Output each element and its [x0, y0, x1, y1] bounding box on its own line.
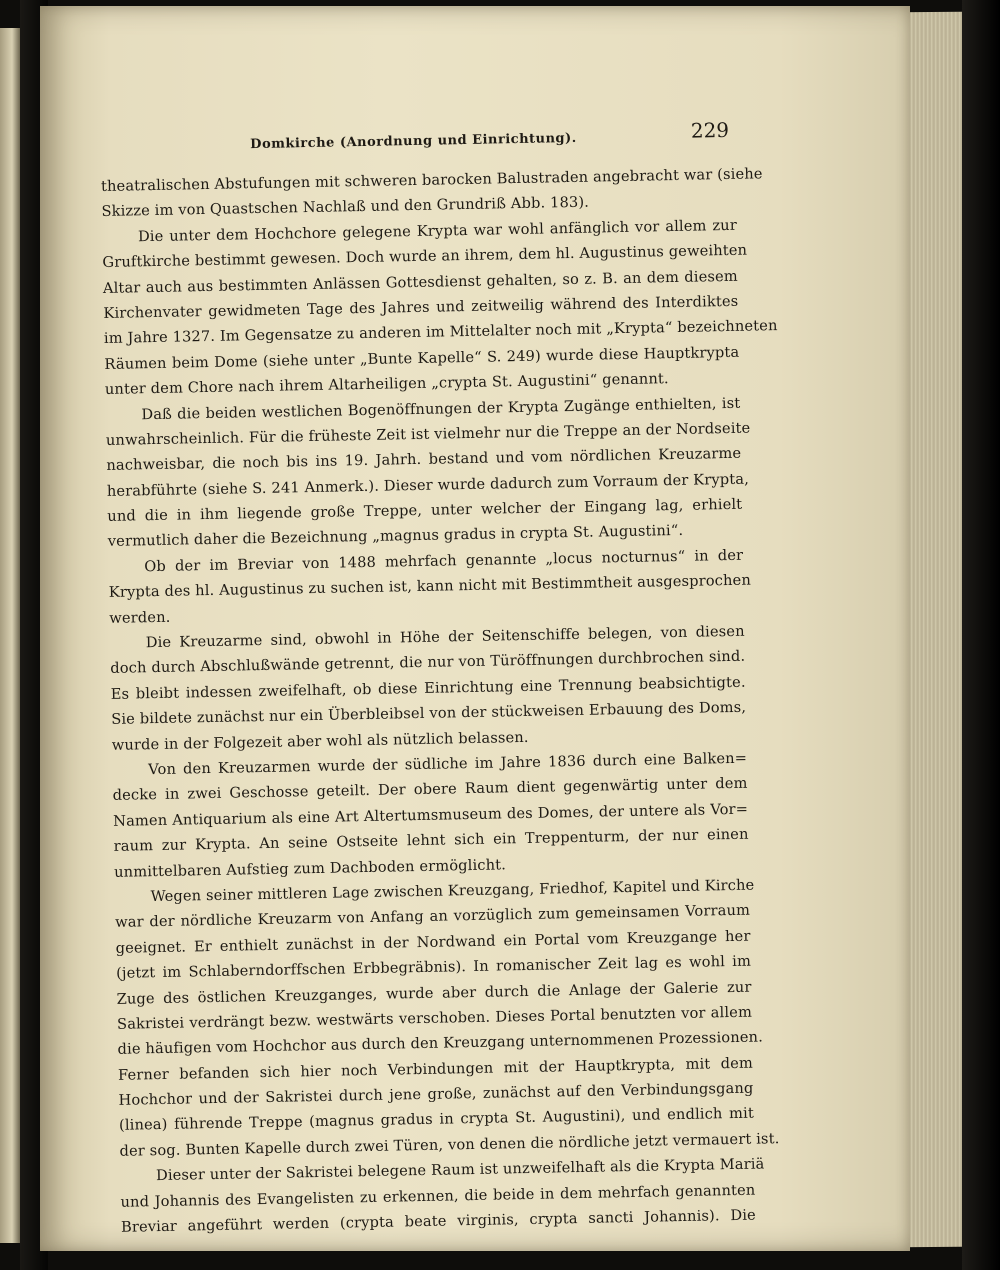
text-line: Ob der im Breviar von 1488 mehrfach genannte „locus nocturnus“ in der: [144, 546, 744, 576]
text-line: Krypta des hl. Augustinus zu suchen ist, kann nicht mit Bestimmtheit ausgesprochen: [108, 571, 752, 602]
text-line: decke in zwei Geschosse geteilt. Der obere Raum dient gegenwärtig unter dem: [112, 775, 748, 805]
text-line: doch durch Abschlußwände getrennt, die nur von Türöffnungen durchbrochen sind.: [110, 648, 746, 678]
text-line: nachweisbar, die noch bis ins 19. Jahrh. bestand und vom nördlichen Kreuzarme: [106, 445, 742, 475]
book-cover: [962, 0, 1000, 1270]
text-line: und Johannis des Evangelisten zu erkennen, die beide in dem mehrfach genannten: [120, 1181, 756, 1211]
text-line: Gruftkirche bestimmt gewesen. Doch wurde an ihrem, dem hl. Augustinus geweihten: [102, 241, 748, 272]
text-line: Sakristei verdrängt bezw. westwärts verschoben. Dieses Portal benutzten vor allem: [116, 1003, 753, 1033]
text-line: im Jahre 1327. Im Gegensatze zu anderen im Mittelalter noch mit „Krypta“ bezeichneten: [103, 317, 778, 348]
text-line: die häufigen vom Hochchor aus durch den Kreuzgang unternommenen Prozessionen.: [117, 1028, 764, 1059]
text-line: geeignet. Er enthielt zunächst in der Nordwand ein Portal vom Kreuzgange her: [115, 927, 751, 957]
body-text: [100, 162, 780, 1240]
text-line: werden.: [109, 608, 171, 627]
text-line: (linea) führende Treppe (magnus gradus in crypta St. Augustini), und endlich mit: [118, 1105, 755, 1135]
text-line: Ferner befanden sich hier noch Verbindungen mit der Hauptkrypta, mit dem: [117, 1054, 754, 1084]
text-line: wurde in der Folgezeit aber wohl als nützlich belassen.: [111, 728, 529, 754]
text-line: Skizze im von Quastschen Nachlaß und den Grundriß Abb. 183).: [101, 194, 590, 221]
text-line: Namen Antiquarium als eine Art Altertumsmuseum des Domes, der untere als Vor=: [113, 800, 749, 830]
text-line: herabführte (siehe S. 241 Anmerk.). Dieser wurde dadurch zum Vorraum der Krypta,: [106, 470, 750, 500]
running-head-title: Domkirche (Anordnung und Einrichtung).: [250, 130, 577, 153]
text-line: Sie bildete zunächst nur ein Überbleibsel von der stückweisen Erbauung des Doms,: [111, 698, 747, 729]
text-line: unmittelbaren Aufstieg zum Dachboden ermöglicht.: [114, 855, 507, 881]
text-line: Dieser unter der Sakristei belegene Raum ist unzweifelhaft als die Krypta Mariä: [155, 1155, 765, 1185]
text-line: der sog. Bunten Kapelle durch zwei Türen, von denen die nördliche jetzt vermauert ist.: [119, 1129, 780, 1160]
text-line: Zuge des östlichen Kreuzganges, wurde aber durch die Anlage der Galerie zur: [116, 978, 752, 1008]
text-line: unwahrscheinlich. Für die früheste Zeit ist vielmehr nur die Treppe an der Nordseite: [105, 419, 751, 449]
text-line: Räumen beim Dome (siehe unter „Bunte Kapelle“ S. 249) wurde diese Hauptkrypta: [104, 343, 740, 373]
text-line: Die Kreuzarme sind, obwohl in Höhe der Seitenschiffe belegen, von diesen: [145, 622, 745, 652]
text-line: Breviar angeführt werden (crypta beate virginis, crypta sancti Johannis). Die: [120, 1206, 757, 1236]
page-number: 229: [690, 117, 730, 143]
text-line: Es bleibt indessen zweifelhaft, ob diese Einrichtung eine Trennung beabsichtigte.: [110, 673, 746, 703]
text-line: war der nördliche Kreuzarm von Anfang an vorzüglich zum gemeinsamen Vorraum: [114, 901, 751, 932]
text-line: theatralischen Abstufungen mit schweren barocken Balustraden angebracht war (siehe: [100, 165, 763, 195]
text-line: Altar auch aus bestimmten Anlässen Gottesdienst gehalten, so z. B. an dem diesem: [102, 267, 739, 297]
text-line: vermutlich daher die Bezeichnung „magnus gradus in crypta St. Augustini“.: [107, 522, 684, 551]
text-line: raum zur Krypta. An seine Ostseite lehnt sich ein Treppenturm, der nur einen: [113, 825, 749, 856]
text-line: Von den Kreuzarmen wurde der südliche im Jahre 1836 durch eine Balken=: [148, 749, 748, 779]
text-line: Die unter dem Hochchore gelegene Krypta war wohl anfänglich vor allem zur: [137, 216, 738, 246]
text-line: Wegen seiner mittleren Lage zwischen Kreuzgang, Friedhof, Kapitel und Kirche: [150, 876, 755, 906]
text-line: Hochchor und der Sakristei durch jene große, zunächst auf den Verbindungsgang: [118, 1079, 754, 1109]
text-line: Daß die beiden westlichen Bogenöffnungen der Krypta Zugänge enthielten, ist: [141, 394, 741, 423]
page-content: [100, 117, 780, 1240]
text-line: und die in ihm liegende große Treppe, unter welcher der Eingang lag, erhielt: [107, 495, 743, 526]
text-line: Kirchenvater gewidmeten Tage des Jahres und zeitweilig während des Interdiktes: [103, 292, 739, 322]
text-line: (jetzt im Schlaberndorffschen Erbbegräbnis). In romanischer Zeit lag es wohl im: [115, 952, 752, 982]
text-line: unter dem Chore nach ihrem Altarheiligen „crypta St. Augustini“ genannt.: [104, 370, 669, 399]
left-page-edge: [0, 28, 20, 1243]
